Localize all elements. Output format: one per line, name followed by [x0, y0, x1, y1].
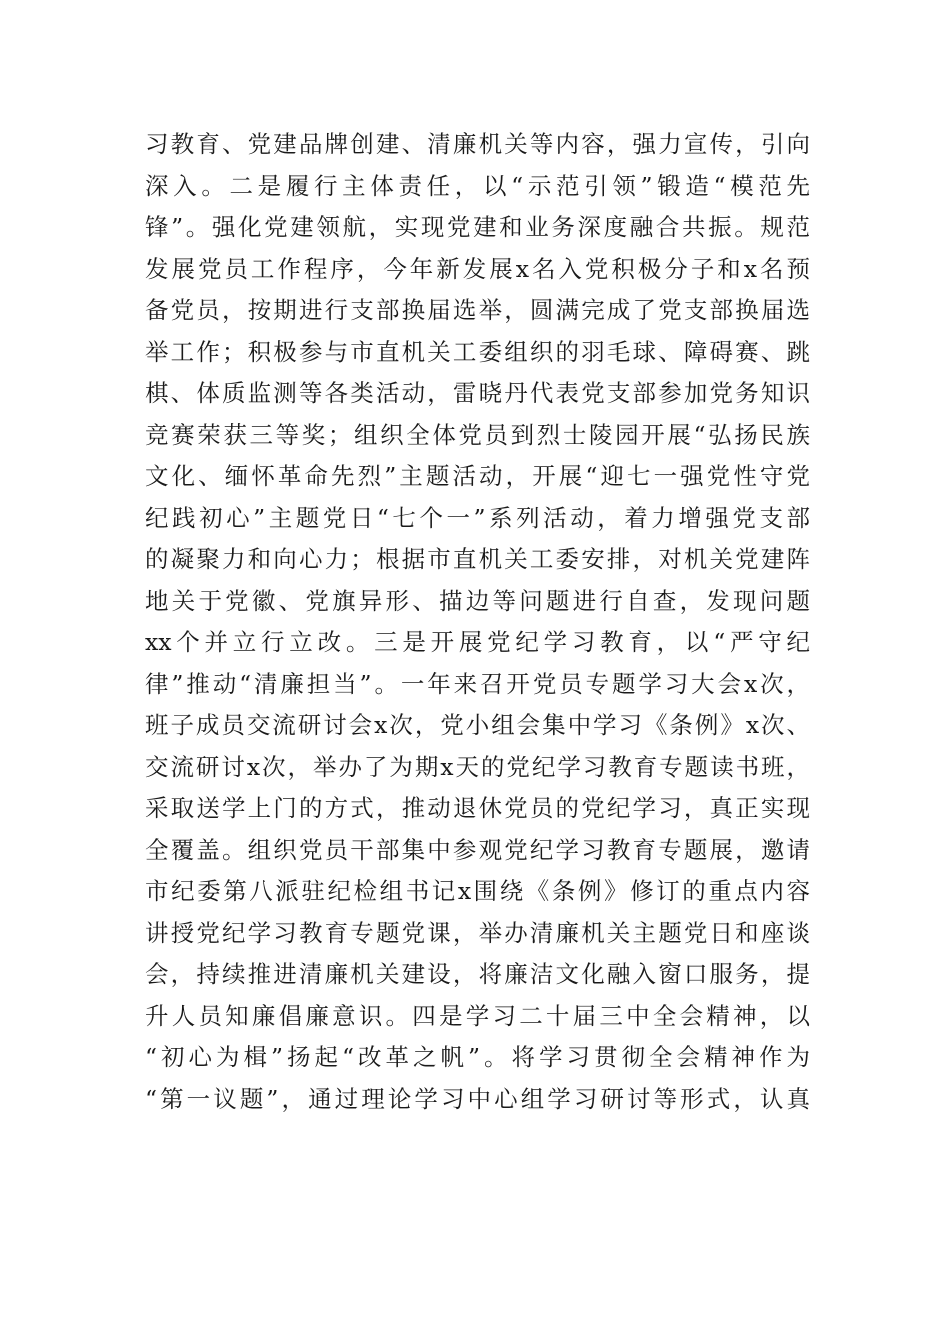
- text-line-11: 的凝聚力和向心力；根据市直机关工委安排，对机关党建阵: [145, 545, 810, 573]
- text-line-5: 备党员，按期进行支部换届选举，圆满完成了党支部换届选: [145, 296, 810, 324]
- text-line-18: 全覆盖。组织党员干部集中参观党纪学习教育专题展，邀请: [145, 835, 810, 864]
- text-line-21: 会，持续推进清廉机关建设，将廉洁文化融入窗口服务，提: [145, 960, 810, 988]
- text-line-20: 讲授党纪学习教育专题党课，举办清廉机关主题党日和座谈: [145, 918, 810, 947]
- text-line-17: 采取送学上门的方式，推动退休党员的党纪学习，真正实现: [145, 794, 810, 822]
- text-line-2: 深入。二是履行主体责任，以“示范引领”锻造“模范先: [145, 171, 810, 200]
- text-line-13: xx个并立行立改。三是开展党纪学习教育，以“严守纪: [145, 628, 810, 656]
- text-line-4: 发展党员工作程序，今年新发展x名入党积极分子和x名预: [145, 254, 810, 283]
- text-line-15: 班子成员交流研讨会x次，党小组会集中学习《条例》x次、: [145, 711, 810, 739]
- text-line-8: 竞赛荣获三等奖；组织全体党员到烈士陵园开展“弘扬民族: [145, 420, 810, 449]
- text-line-1: 习教育、党建品牌创建、清廉机关等内容，强力宣传，引向: [145, 130, 810, 158]
- text-line-12: 地关于党徽、党旗异形、描边等问题进行自查，发现问题: [145, 586, 810, 615]
- text-line-16: 交流研讨x次，举办了为期x天的党纪学习教育专题读书班，: [145, 752, 810, 781]
- text-line-24: “第一议题”，通过理论学习中心组学习研讨等形式，认真: [145, 1084, 810, 1113]
- text-line-14: 律”推动“清廉担当”。一年来召开党员专题学习大会x次，: [145, 669, 810, 698]
- text-line-19: 市纪委第八派驻纪检组书记x围绕《条例》修订的重点内容: [145, 877, 810, 905]
- text-line-9: 文化、缅怀革命先烈”主题活动，开展“迎七一强党性守党: [145, 462, 810, 490]
- text-line-6: 举工作；积极参与市直机关工委组织的羽毛球、障碍赛、跳: [145, 337, 810, 366]
- text-line-7: 棋、体质监测等各类活动，雷晓丹代表党支部参加党务知识: [145, 379, 810, 407]
- body-text: [145, 124, 810, 1120]
- text-line-10: 纪践初心”主题党日“七个一”系列活动，着力增强党支部: [145, 503, 810, 532]
- text-line-23: “初心为楫”扬起“改革之帆”。将学习贯彻全会精神作为: [145, 1043, 810, 1071]
- text-line-22: 升人员知廉倡廉意识。四是学习二十届三中全会精神，以: [145, 1001, 810, 1030]
- text-line-3: 锋”。强化党建领航，实现党建和业务深度融合共振。规范: [145, 213, 810, 241]
